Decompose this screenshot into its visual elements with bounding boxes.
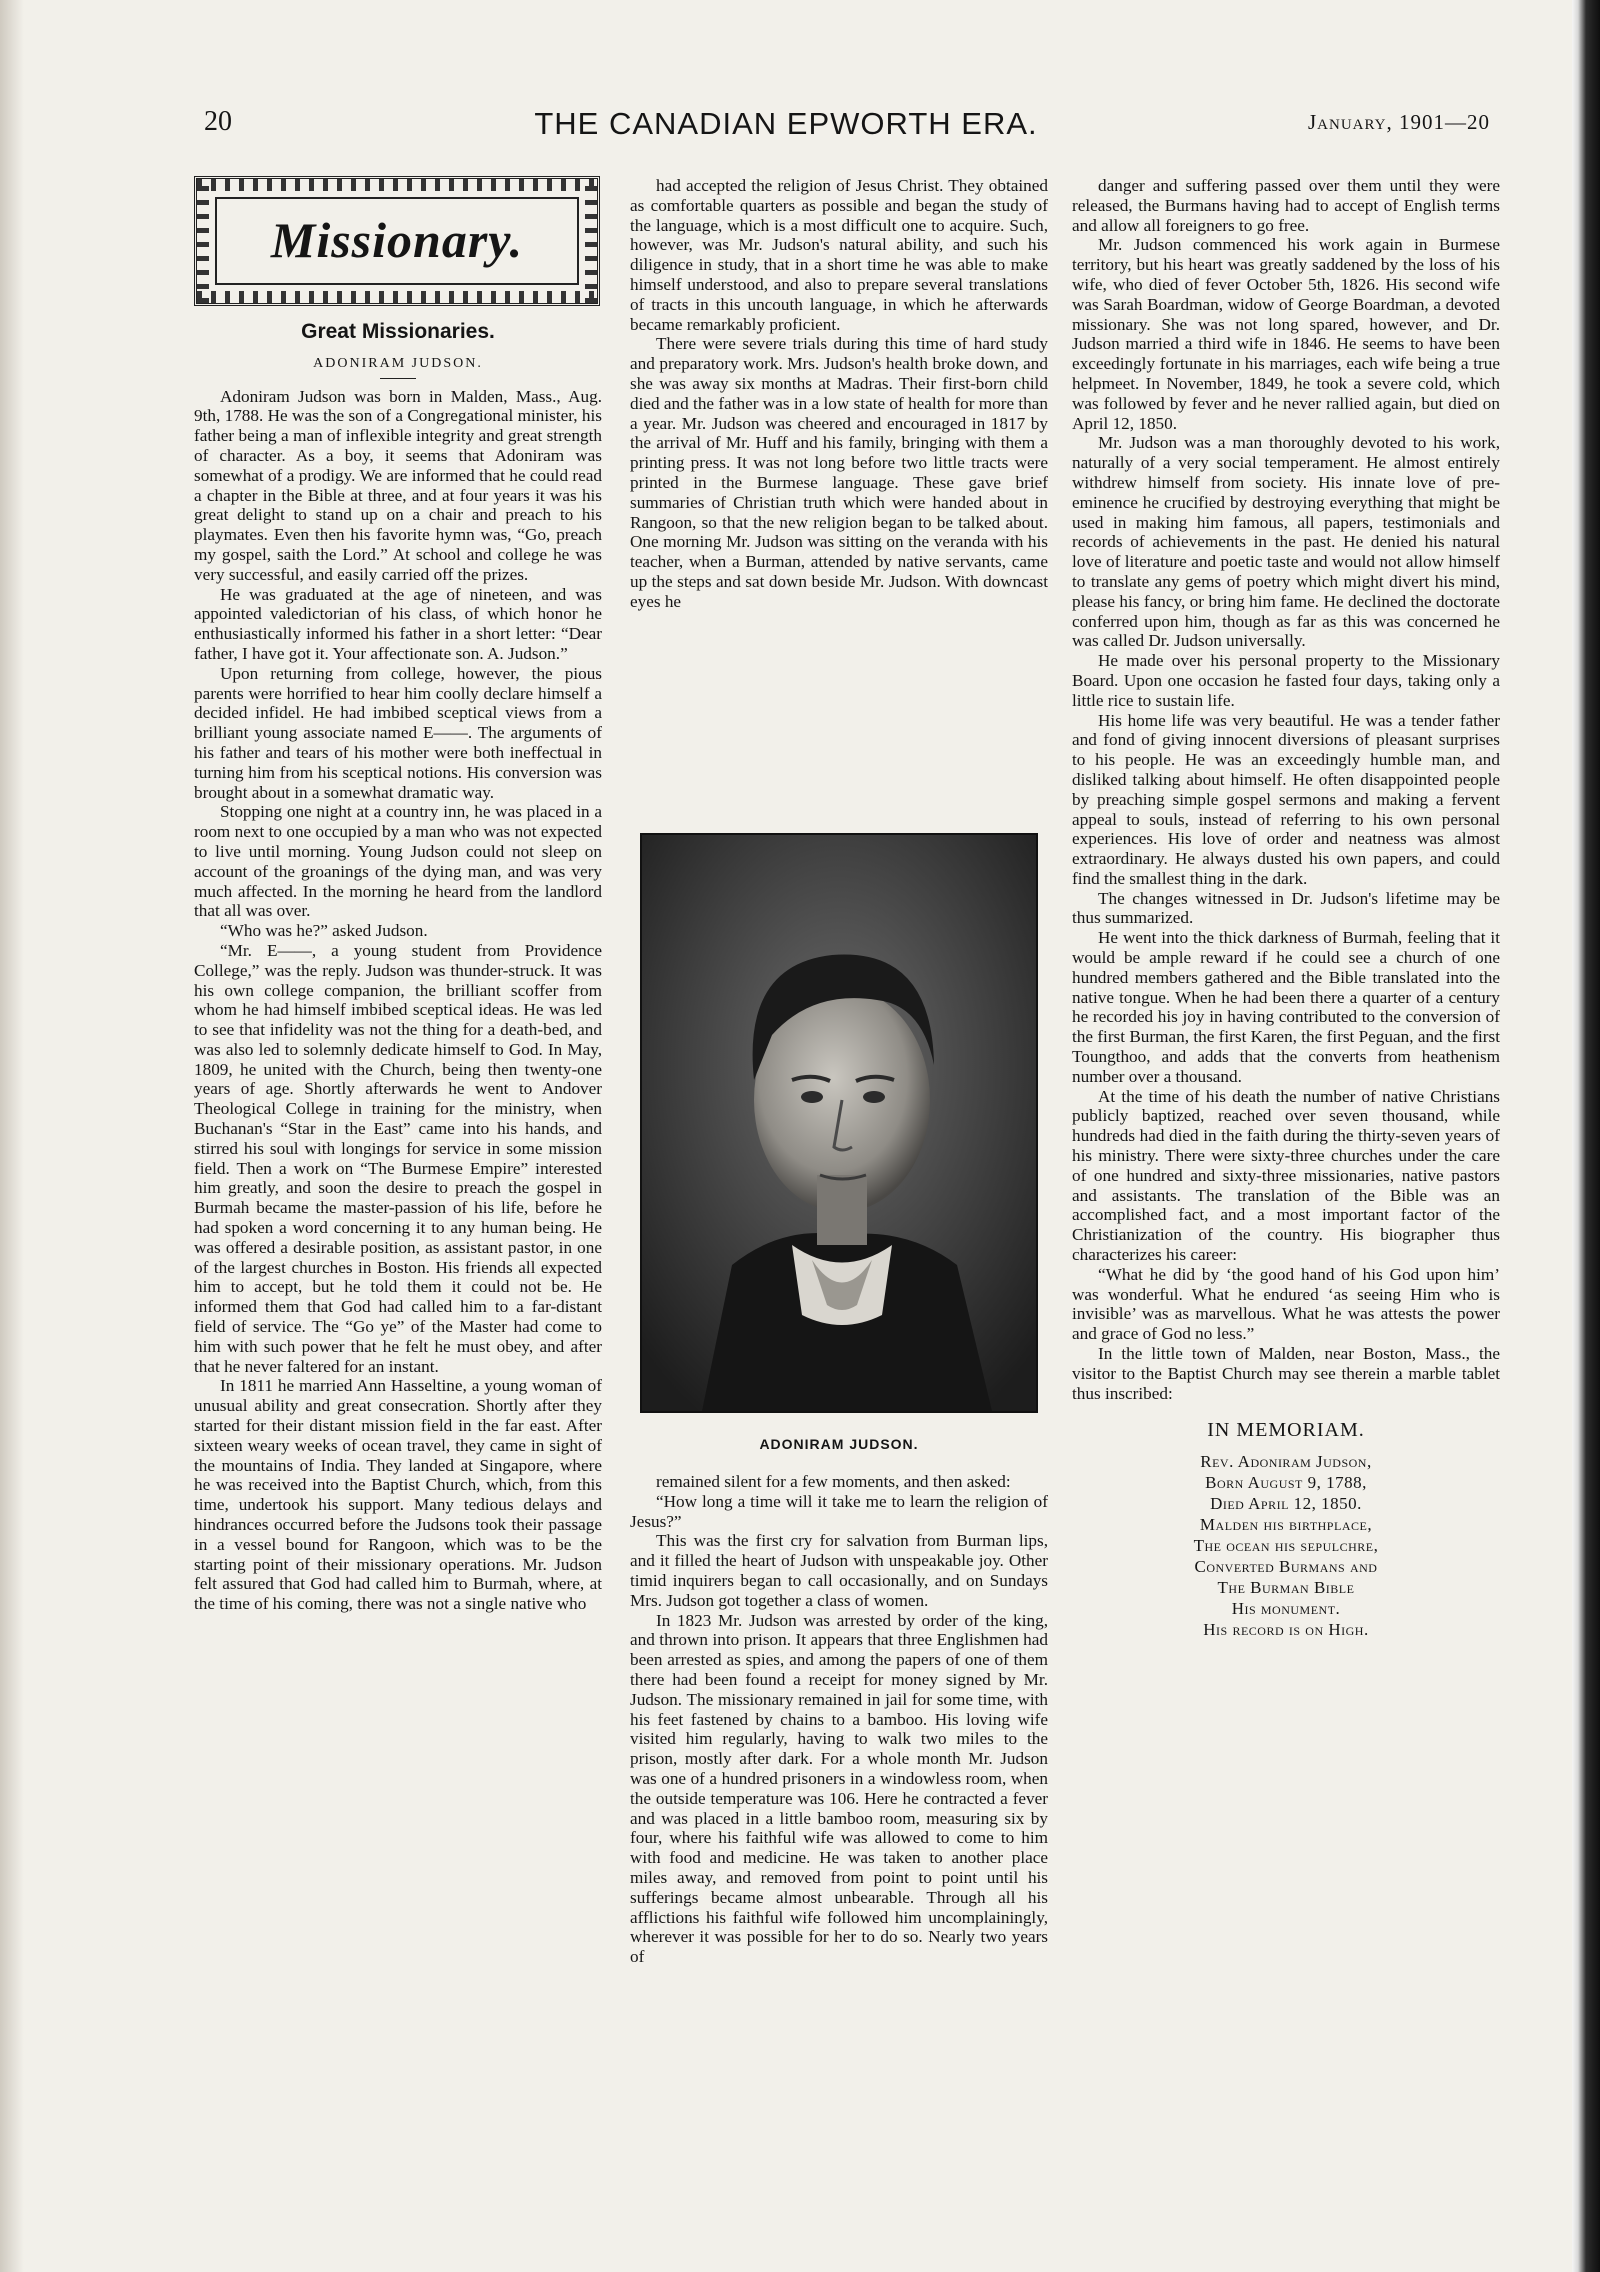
issue-date: January, 1901—20 bbox=[1307, 110, 1490, 134]
publication-title: THE CANADIAN EPWORTH ERA. bbox=[534, 106, 1038, 141]
column-2-bottom bbox=[630, 1472, 1048, 1967]
paragraph: Upon returning from college, however, the pious parents were horrified to hear him coolly declare himself a decided infidel. He had imbibed sceptical views from a brilliant young associate named E——. The arguments of his father and tears of his mother were both ineffectual in turning him from his sceptical notions. His conversion was brought about in a somewhat dramatic way. bbox=[194, 663, 602, 802]
section-banner-title: Missionary. bbox=[270, 212, 524, 269]
portrait-image bbox=[642, 835, 1036, 1411]
page-gutter-shadow bbox=[0, 0, 24, 2272]
paragraph: At the time of his death the number of native Christians publicly baptized, reached over seven thousand, while hundreds had died in the faith during the thirty-seven years of his ministry. There were sixty-three churches under the care of one hundred and sixty-three missionaries, native pastors and assistants. The translation of the Bible was an accomplished fact, and a most important factor of the Christianization of the country. His biographer thus characterizes his career: bbox=[1072, 1086, 1500, 1265]
paragraph: This was the first cry for salvation from Burman lips, and it filled the heart of Judson with unspeakable joy. Other timid inquirers began to call occasionally, and on Sundays Mrs. Judson got together a class of women. bbox=[630, 1531, 1048, 1610]
paragraph: had accepted the religion of Jesus Christ. They obtained as comfortable quarters as possible and began the study of the language, which is a most difficult one to acquire. Such, however, was Mr. Judson's natural ability, and such his diligence in study, that in a short time he was able to make himself understood, and also to prepare several translations of tracts in this uncouth language, in which he afterwards became remarkably proficient. bbox=[630, 176, 1048, 334]
memorial-line: His monument. bbox=[1231, 1599, 1341, 1619]
paragraph: There were severe trials during this time of hard study and preparatory work. Mrs. Judson's health broke down, and she was away six months at Madras. Their first-born child died and the father was in a low state of health for more than a year. Mr. Judson was cheered and encouraged in 1817 by the arrival of Mr. Huff and his family, bringing with them a printing press. It was not long before two little tracts were printed in the Burmese language. These gave brief summaries of Christian truth which were handed about in Rangoon, so that the new religion began to be talked about. One morning Mr. Judson was sitting on the veranda with his teacher, when a Burman, attended by native servants, came up the steps and sat down beside Mr. Judson. With downcast eyes he bbox=[630, 334, 1048, 611]
memorial-line: Born August 9, 1788, bbox=[1205, 1473, 1367, 1493]
paragraph: “Who was he?” asked Judson. bbox=[220, 921, 428, 941]
memorial-line: Malden his birthplace, bbox=[1199, 1515, 1373, 1535]
memorial-line: The ocean his sepulchre, bbox=[1193, 1536, 1379, 1556]
paragraph: In 1811 he married Ann Hasseltine, a young woman of unusual ability and great consecration. Shortly after they started for their distant mission field in the far east. After sixteen weary weeks of ocean travel, they came in sight of the mountains of India. They landed at Singapore, where he was received into the Baptist Church, which, from this time, undertook his support. Many tedious delays and hindrances occurred before the Judsons took their passage in a vessel bound for Rangoon, which was to be the starting point of their missionary operations. Mr. Judson felt assured that God had called him to Burmah, where, at the time of his coming, there was not a single native who bbox=[194, 1376, 602, 1614]
section-banner bbox=[194, 176, 600, 306]
article-series-heading: Great Missionaries. bbox=[301, 320, 495, 343]
memorial-line: Rev. Adoniram Judson, bbox=[1200, 1452, 1372, 1472]
paragraph: Stopping one night at a country inn, he was placed in a room next to one occupied by a man who was not expected to live until morning. Young Judson could not sleep on account of the groanings of the dying man, and was very much affected. In the morning he heard from the landlord that all was over. bbox=[194, 802, 602, 921]
paragraph: The changes witnessed in Dr. Judson's lifetime may be thus summarized. bbox=[1072, 888, 1500, 928]
paragraph: He went into the thick darkness of Burmah, feeling that it would be ample reward if he could see a church of one hundred members gathered and the Bible translated into the native tongue. When he had been there a quarter of a century he recorded his joy in having contributed to the conversion of the first Burman, the first Karen, the first Peguan, and the first Toungthoo, and adds that the converts from heathenism number over a thousand. bbox=[1072, 928, 1500, 1086]
paragraph: He made over his personal property to the Missionary Board. Upon one occasion he fasted four days, taking only a little rice to sustain life. bbox=[1072, 651, 1500, 710]
memorial-line: Died April 12, 1850. bbox=[1210, 1494, 1362, 1514]
portrait-engraving bbox=[640, 833, 1038, 1413]
paragraph: In 1823 Mr. Judson was arrested by order of the king, and thrown into prison. It appears that three Englishmen had been arrested as spies, and among the papers of one of them there had been found a receipt for money signed by Mr. Judson. The missionary remained in jail for some time, with his feet fastened by chains to a bamboo. His loving wife visited him regularly, having to walk two miles to the prison, mostly after dark. For a whole month Mr. Judson was one of a hundred prisoners in a windowless room, when the outside temperature was 106. Here he contracted a fever and was placed in a little bamboo room, measuring six by four, where his faithful wife was allowed to come to him with food and medicine. He was taken to another place miles away, and removed from point to point until his sufferings became almost unbearable. Through all his afflictions his faithful wife followed him uncomplainingly, wherever it was possible for her to do so. Nearly two years of bbox=[630, 1610, 1048, 1967]
memorial-inscription bbox=[1072, 1451, 1500, 1640]
paragraph: Mr. Judson commenced his work again in Burmese territory, but his heart was greatly saddened by the loss of his wife, who died of fever October 5th, 1826. His second wife was Sarah Boardman, widow of George Boardman, a devoted missionary. She was not long spared, however, and Dr. Judson married a third wife in 1846. He seems to have been exceedingly fortunate in his marriages, each wife being a true helpmeet. In November, 1849, he took a severe cold, which was followed by fever and he never rallied again, but died on April 12, 1850. bbox=[1072, 235, 1500, 433]
article-subheading: ADONIRAM JUDSON. bbox=[313, 355, 483, 371]
column-3-body bbox=[1072, 176, 1500, 1403]
paragraph: danger and suffering passed over them until they were released, the Burmans having had to accept of English terms and allow all foreigners to go free. bbox=[1072, 176, 1500, 235]
column-2-body-top bbox=[630, 176, 1048, 612]
paragraph: He was graduated at the age of nineteen, and was appointed valedictorian of his class, of which honor he enthusiastically informed his father in a short letter: “Dear father, I have got it. Your affectionate son. A. Judson.” bbox=[194, 584, 602, 663]
paragraph: “What he did by ‘the good hand of his God upon him’ was wonderful. What he endured ‘as seeing Him who is invisible’ was as marvellous. What he was attests the power and grace of God no less.” bbox=[1072, 1264, 1500, 1344]
column-1-body bbox=[194, 387, 602, 1614]
running-header bbox=[0, 106, 1572, 146]
paragraph: remained silent for a few moments, and then asked: bbox=[656, 1472, 1011, 1491]
paragraph: “Mr. E——, a young student from Providence College,” was the reply. Judson was thunder-struck. It was his own college companion, the brilliant scoffer from whom he had himself imbibed sceptical ideas. He was led to see that infidelity was not the thing for a death-bed, and was also led to solemnly dedicate himself to God. In May, 1809, he united with the Church, being then twenty-one years of age. Shortly afterwards he went to Andover Theological College in training for the ministry, when Buchanan's “Star in the East” came into his hands, and stirred his soul with longings for service in some mission field. Then a work on “The Burmese Empire” interested him greatly, and soon the desire to preach the gospel in Burmah became the master-passion of his life, before he had spoken a word concerning it to any human being. He was offered a desirable position, as assistant pastor, in one of the largest churches in Boston. His friends all expected him to accept, but he told them it could not be. He informed them that God had called him to a far-distant field of service. The “Go ye” of the Master had come to him with such power that he felt he must obey, and after that he never faltered for an instant. bbox=[194, 940, 602, 1376]
page-number: 20 bbox=[204, 106, 232, 137]
column-2-top bbox=[630, 176, 1048, 612]
paragraph: Mr. Judson was a man thoroughly devoted to his work, naturally of a very social temperament. He almost entirely withdrew himself from society. His innate love of pre-eminence he crucified by destroying everything that might be used in making him famous, all papers, testimonials and records of achievements in the past. He denied his natural love of literature and poetic taste and would not allow himself to translate any gems of poetry which might divert his mind, please his fancy, or bring him fame. He declined the doctorate conferred upon him, though as far as this was concerned he was called Dr. Judson universally. bbox=[1072, 433, 1500, 651]
paragraph: Adoniram Judson was born in Malden, Mass., Aug. 9th, 1788. He was the son of a Congregational minister, his father being a man of inflexible integrity and great strength of character. As a boy, it seems that Adoniram was somewhat of a prodigy. We are informed that he could read a chapter in the Bible at three, and at four years it was his great delight to stand up on a chair and preach to his playmates. Even then his favorite hymn was, “Go, preach my gospel, saith the Lord.” At school and college he was very successful, and easily carried off the prizes. bbox=[194, 386, 602, 584]
paragraph: “How long a time will it take me to learn the religion of Jesus?” bbox=[630, 1491, 1048, 1531]
column-3 bbox=[1072, 176, 1500, 1640]
memorial-line: His record is on High. bbox=[1203, 1620, 1369, 1640]
memorial-line: Converted Burmans and bbox=[1194, 1557, 1378, 1577]
paragraph: His home life was very beautiful. He was a tender father and fond of giving innocent diversions of pleasant surprises to his people. He was an exceedingly humble man, and disliked talking about himself. He often disappointed people by preaching simple gospel sermons and making a fervent appeal to souls, instead of referring to his own personal experiences. His love of order and neatness was almost extraordinary. He always dusted his own papers, and could find the smallest thing in the dark. bbox=[1072, 710, 1500, 888]
memorial-line: The Burman Bible bbox=[1217, 1578, 1355, 1598]
divider bbox=[380, 378, 416, 379]
paragraph: In the little town of Malden, near Boston, Mass., the visitor to the Baptist Church may see therein a marble tablet thus inscribed: bbox=[1072, 1344, 1500, 1403]
memorial-title: IN MEMORIAM. bbox=[1207, 1419, 1365, 1442]
column-2-body-bottom bbox=[630, 1472, 1048, 1967]
adjacent-page-edge bbox=[1572, 0, 1600, 2272]
portrait-caption: ADONIRAM JUDSON. bbox=[759, 1436, 919, 1452]
column-1 bbox=[194, 176, 602, 1614]
